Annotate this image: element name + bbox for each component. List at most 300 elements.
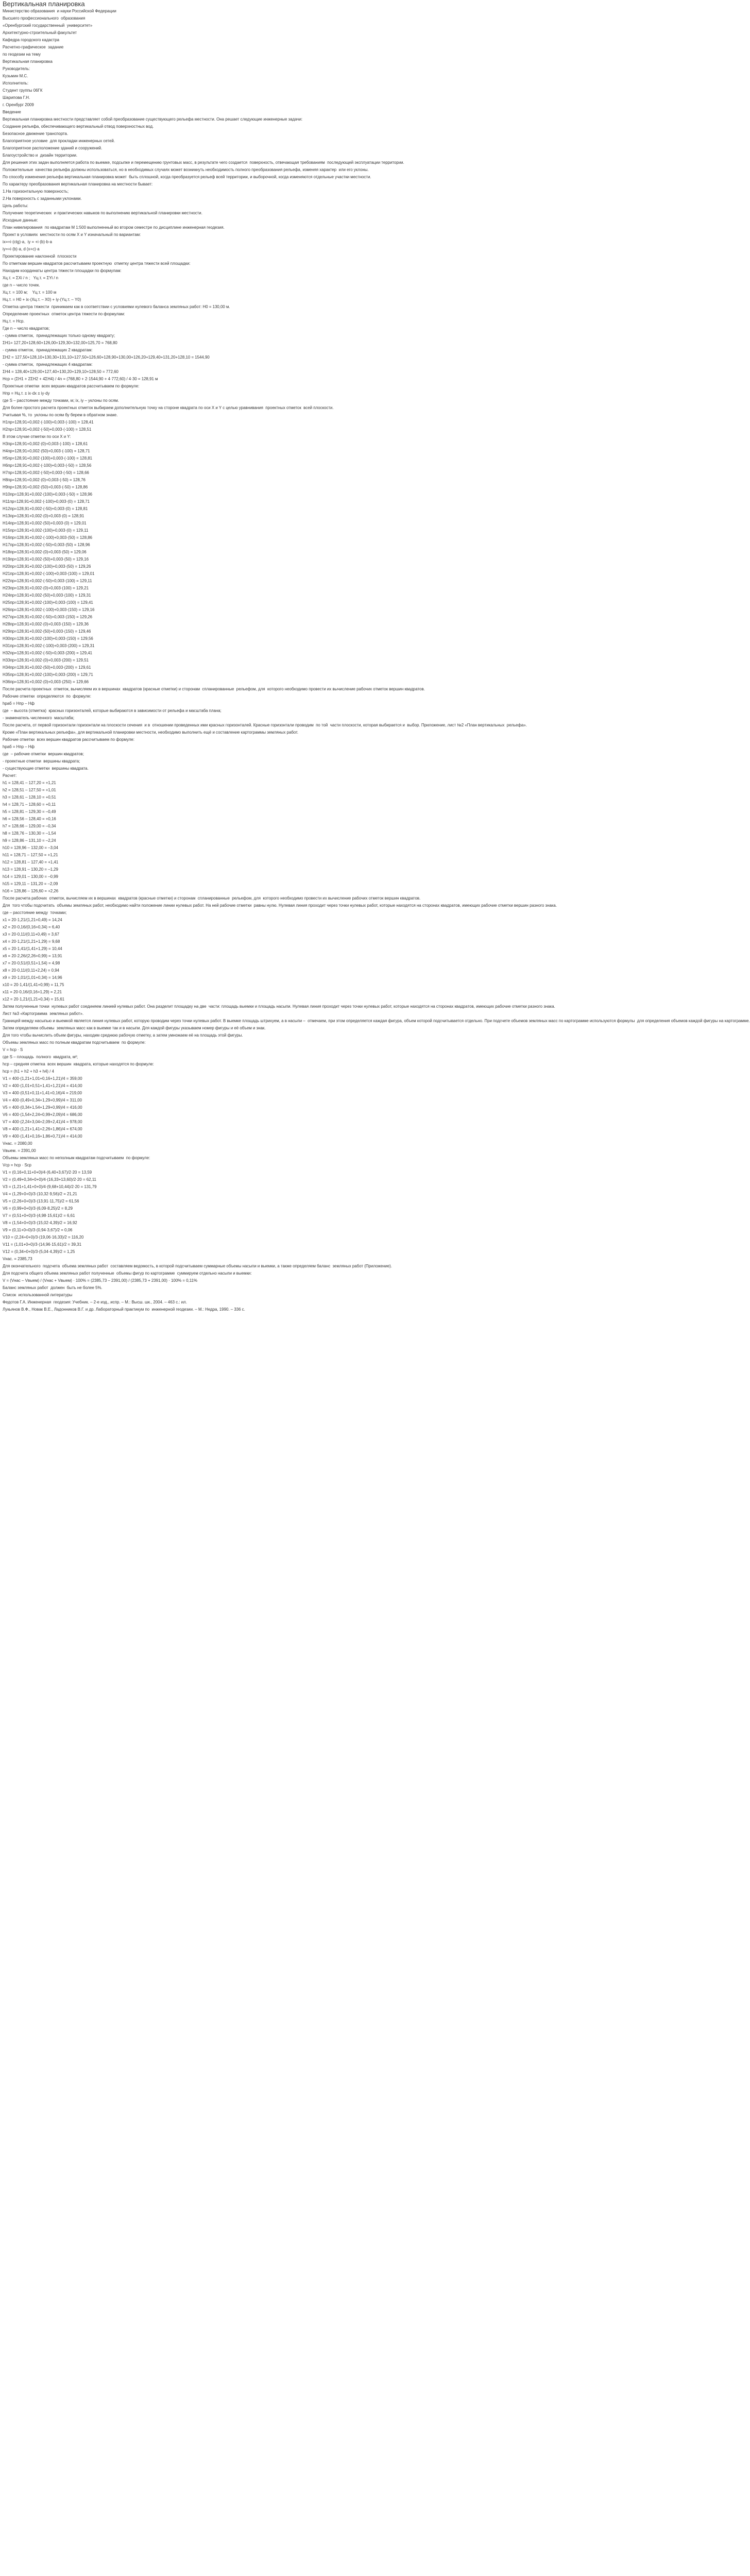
paragraph <box>3 1249 434 1254</box>
paragraph <box>3 218 434 223</box>
text-line: Н22пр=128,91+0,002·(-50)+0,003·(100) = 129,11 <box>3 579 92 583</box>
paragraph <box>3 586 434 590</box>
text-line: Отметка центра тяжести принимаем как в соответствии с условиями нулевого баланса земляных работ: Н0 = 130,00 м. <box>3 304 230 309</box>
text-line: Хц.т. = 100 м; Yц.т. = 100 м <box>3 290 57 295</box>
text-line: по геодезии на тему <box>3 52 41 57</box>
text-line: Н17пр=128,91+0,002·(-50)+0,003·(50) = 128,96 <box>3 543 90 547</box>
text-line: h8 = 128,76 – 130,30 = –1,54 <box>3 831 56 836</box>
document-title: Вертикальная планировка <box>3 0 85 8</box>
text-line: ΣH4 = 128,40+129,00+127,40+130,20+129,10+128,50 = 772,60 <box>3 369 118 374</box>
text-line: h2 = 128,51 – 127,50 = +1,01 <box>3 788 56 792</box>
paragraph <box>3 1242 434 1247</box>
text-line: Исполнитель: <box>3 81 29 86</box>
paragraph <box>3 470 434 475</box>
text-line: Vнас. = 2080,00 <box>3 1141 32 1146</box>
paragraph <box>3 521 434 526</box>
text-line: - сумма отметок, принадлежащих 4 квадратам: <box>3 362 93 367</box>
paragraph <box>3 1033 434 1038</box>
paragraph <box>3 831 434 836</box>
text-line: - существующие отметки вершины квадрата. <box>3 766 89 771</box>
paragraph <box>3 297 434 302</box>
text-line: Н27пр=128,91+0,002·(-50)+0,003·(150) = 129,26 <box>3 615 93 619</box>
text-line: x9 = 20·1,01/(1,01+0,34) = 14,96 <box>3 975 62 980</box>
paragraph <box>3 1293 434 1297</box>
paragraph <box>3 254 434 259</box>
paragraph <box>3 636 434 641</box>
paragraph <box>3 1040 434 1045</box>
paragraph <box>3 802 434 807</box>
paragraph <box>3 1141 434 1146</box>
paragraph <box>3 377 434 381</box>
paragraph <box>3 110 434 114</box>
text-line: Н7пр=128,91+0,002·(-50)+0,003·(-50) = 128,66 <box>3 470 89 475</box>
paragraph <box>3 1264 434 1268</box>
paragraph <box>3 1062 434 1066</box>
paragraph <box>3 1083 434 1088</box>
paragraph <box>3 766 434 771</box>
text-line: - проектные отметки вершины квадрата; <box>3 759 80 764</box>
paragraph <box>3 139 434 143</box>
text-line: Vнас. = 2385,73 <box>3 1257 32 1261</box>
text-line: x7 = 20·0,51/(0,51+1,54) = 4,98 <box>3 961 60 965</box>
paragraph <box>3 1228 434 1232</box>
paragraph <box>3 615 434 619</box>
paragraph <box>3 319 434 324</box>
paragraph <box>3 362 434 367</box>
text-line: Благоприятное расположение зданий и сооружений. <box>3 146 103 150</box>
text-line: Н10пр=128,91+0,002·(100)+0,003·(-50) = 128,96 <box>3 492 93 497</box>
text-line: где n – число точек. <box>3 283 40 287</box>
text-line: V6 = (0,99+0+0)/3·(6,09·8,25)/2 = 8,29 <box>3 1206 73 1211</box>
text-line: h4 = 128,71 – 128,60 = +0,11 <box>3 802 56 807</box>
text-line: V2 = (0,49+0,34+0+0)/4·(16,33+13,60)/2·20 = 62,11 <box>3 1177 96 1182</box>
paragraph <box>3 103 434 107</box>
text-line: Затем определяем объемы земляных масс как в выемке так и в насыпи. Для каждой фигуры указываем номер фигуры и её объем и знак. <box>3 1026 266 1030</box>
text-line: h12 = 128,81 – 127,40 = +1,41 <box>3 860 59 865</box>
paragraph <box>3 1199 434 1204</box>
paragraph <box>3 1011 434 1016</box>
text-line: Нц.т. = Нср. <box>3 319 25 324</box>
text-line: Н6пр=128,91+0,002·(-100)+0,003·(-50) = 128,56 <box>3 463 92 468</box>
text-line: Объемы земляных масс по неполным квадратам подсчитываем по формуле: <box>3 1156 150 1160</box>
text-line: Архитектурно-строительный факультет <box>3 30 77 35</box>
paragraph <box>3 30 434 35</box>
text-line: Н36пр=128,91+0,002·(0)+0,003·(250) = 129,66 <box>3 680 89 684</box>
text-line: Баланс земляных работ должен быть не более 5%. <box>3 1285 103 1290</box>
text-line: где S – площадь полного квадрата, м²; <box>3 1055 78 1059</box>
paragraph <box>3 283 434 287</box>
text-line: Руководитель: <box>3 66 30 71</box>
text-line: h13 = 128,91 – 130,20 = –1,29 <box>3 867 58 872</box>
text-line: После расчета проектных отметок, вычисляем их в вершинах квадратов (красные отметки) и сторонам спланированные рельефом, для которого необходимо провести их вычисление рабочих отметок вершин квадратов. <box>3 687 425 691</box>
text-line: Н33пр=128,91+0,002·(0)+0,003·(200) = 129,51 <box>3 658 89 663</box>
text-line: 2.На поверхность с заданными уклонами. <box>3 196 82 201</box>
paragraph <box>3 579 434 583</box>
paragraph <box>3 398 434 403</box>
text-line: По способу изменения рельефа вертикальная планировка может быть сплошной, когда преобразуется рельеф всей территории, и выборочной, когда изменяются отдельные участки местности. <box>3 175 371 179</box>
paragraph <box>3 658 434 663</box>
paragraph <box>3 1069 434 1074</box>
paragraph <box>3 824 434 828</box>
text-line: Н21пр=128,91+0,002·(-100)+0,003·(100) = 129,01 <box>3 571 95 576</box>
text-line: x11 = 20·0,16/(0,16+1,29) = 2,21 <box>3 990 62 994</box>
text-line: V9 = 400·(1,41+0,16+1,86+0,71)/4 = 414,00 <box>3 1134 82 1139</box>
paragraph <box>3 189 434 194</box>
paragraph <box>3 514 434 518</box>
paragraph <box>3 788 434 792</box>
text-line: Границей между насыпью и выемкой является линия нулевых работ, которую проводим через точки нулевых работ. В выемке площадь штрихуем, а в насыпи – отмечаем, при этом определяется каждая фигура, объем которой подсчитывается отдельно. При подсчете объемов земляных масс по картограмме используются формулы для определения объемов каждой фигуры на картограмме. <box>3 1019 750 1023</box>
paragraph <box>3 694 434 699</box>
paragraph <box>3 968 434 973</box>
paragraph <box>3 716 434 720</box>
text-line: Н11пр=128,91+0,002·(-100)+0,003·(0) = 128,71 <box>3 499 90 504</box>
paragraph <box>3 1076 434 1081</box>
paragraph <box>3 1134 434 1139</box>
document-body <box>3 9 750 1314</box>
text-line: Создание рельефа, обеспечивающего вертикальный отвод поверхностных вод. <box>3 124 154 129</box>
paragraph <box>3 528 434 533</box>
text-line: h16 = 128,86 – 126,60 = +2,26 <box>3 889 59 893</box>
text-line: V4 = 400·(0,49+0,34+1,29+0,99)/4 = 311,00 <box>3 1098 82 1103</box>
paragraph <box>3 672 434 677</box>
text-line: Лист №3 «Картограмма земляных работ». <box>3 1011 84 1016</box>
paragraph <box>3 492 434 497</box>
paragraph <box>3 9 434 13</box>
text-line: Шарипова Г.Н. <box>3 95 30 100</box>
paragraph <box>3 975 434 980</box>
paragraph <box>3 175 434 179</box>
paragraph <box>3 535 434 540</box>
paragraph <box>3 240 434 244</box>
paragraph <box>3 225 434 230</box>
text-line: Н9пр=128,91+0,002·(50)+0,003·(-50) = 128,86 <box>3 485 88 489</box>
text-line: h14 = 129,01 – 130,00 = –0,99 <box>3 874 58 879</box>
paragraph <box>3 939 434 944</box>
paragraph <box>3 1156 434 1160</box>
paragraph <box>3 1170 434 1175</box>
text-line: Н31пр=128,91+0,002·(-100)+0,003·(200) = 129,31 <box>3 643 95 648</box>
text-line: Находим координаты центра тяжести площадки по формулам: <box>3 268 122 273</box>
paragraph <box>3 687 434 691</box>
paragraph <box>3 434 434 439</box>
text-line: ΣH2 = 127,50+128,10+130,30+131,10+127,50+126,60+128,90+130,00+126,20+129,40+131,20+128,10 = 1544,90 <box>3 355 210 360</box>
text-line: V10 = (2,24+0+0)/3·(19,06·16,33)/2 = 116,20 <box>3 1235 84 1240</box>
text-line: Проектные отметки всех вершин квадратов рассчитываем по формуле: <box>3 384 140 388</box>
text-line: Список использованной литературы <box>3 1293 73 1297</box>
text-line: Кроме «План вертикальных рельефа», для вертикальной планировки местности, необходимо выполнить ещё и составление картограммы земляных работ. <box>3 730 299 735</box>
paragraph <box>3 795 434 800</box>
text-line: где S – расстояние между точками, м; ix, iy – уклоны по осям. <box>3 398 119 403</box>
paragraph <box>3 889 434 893</box>
paragraph <box>3 261 434 266</box>
text-line: Вертикальная планировка местности представляет собой преобразование существующего рельефа местности. Она решает следующие инженерные задачи: <box>3 117 303 122</box>
paragraph <box>3 348 434 352</box>
text-line: Объемы земляных масс по полным квадратам подсчитываем по формуле: <box>3 1040 146 1045</box>
text-line: h11 = 128,71 – 127,50 = +1,21 <box>3 853 58 857</box>
text-line: где – рабочие отметки вершин квадратов; <box>3 752 84 756</box>
text-line: iy=+i·(b)·a, d (x+c)·a <box>3 247 40 251</box>
paragraph <box>3 622 434 626</box>
paragraph <box>3 312 434 316</box>
text-line: Получение теоретических и практических навыков по выполнению вертикальной планировки местности. <box>3 211 202 215</box>
text-line: Кафедра городского кадастра <box>3 38 60 42</box>
paragraph <box>3 867 434 872</box>
text-line: Благоустройство и дизайн территории. <box>3 153 78 158</box>
paragraph <box>3 925 434 929</box>
text-line: V3 = (1,21+1,41+0+0)/4·(9,68+10,44)/2·20 = 131,79 <box>3 1184 97 1189</box>
text-line: Vср = hср · Sср <box>3 1163 31 1167</box>
paragraph <box>3 1148 434 1153</box>
text-line: V8 = (1,54+0+0)/3·(15,02·4,39)/2 = 16,92 <box>3 1221 77 1225</box>
text-line: Xц.т. = ΣXi / n ; Yц.т. = ΣYi / n <box>3 276 59 280</box>
paragraph <box>3 651 434 655</box>
paragraph <box>3 1184 434 1189</box>
text-line: h7 = 128,66 – 129,00 = –0,34 <box>3 824 56 828</box>
paragraph <box>3 860 434 865</box>
text-line: Н30пр=128,91+0,002·(100)+0,003·(150) = 129,56 <box>3 636 93 641</box>
paragraph <box>3 146 434 150</box>
text-line: V2 = 400·(1,01+0,51+1,41+1,21)/4 = 414,00 <box>3 1083 82 1088</box>
text-line: Где n – число квадратов; <box>3 326 50 331</box>
text-line: Н25пр=128,91+0,002·(100)+0,003·(100) = 129,41 <box>3 600 93 605</box>
paragraph <box>3 326 434 331</box>
paragraph <box>3 1177 434 1182</box>
paragraph <box>3 153 434 158</box>
text-line: ΣH1= 127,20+128,60+126,00+129,30+132,00+125,70 = 768,80 <box>3 341 117 345</box>
text-line: x3 = 20·0,11/(0,11+0,49) = 3,67 <box>3 932 60 937</box>
text-line: Н13пр=128,91+0,002·(0)+0,003·(0) = 128,91 <box>3 514 84 518</box>
text-line: h6 = 128,56 – 128,40 = +0,16 <box>3 817 56 821</box>
text-line: Н23пр=128,91+0,002·(0)+0,003·(100) = 129,21 <box>3 586 89 590</box>
paragraph <box>3 990 434 994</box>
paragraph <box>3 723 527 727</box>
text-line: x1 = 20·1,21/(1,21+0,49) = 14,24 <box>3 918 62 922</box>
text-line: V1 = (0,16+0,11+0+0)/4·(6,40+3,67)/2·20 = 13,59 <box>3 1170 92 1175</box>
text-line: x4 = 20·1,21/(1,21+1,29) = 9,68 <box>3 939 60 944</box>
paragraph <box>3 874 434 879</box>
text-line: Проектирование наклонной плоскости <box>3 254 77 259</box>
paragraph <box>3 1206 434 1211</box>
text-line: План нивелирования по квадратам М 1:500 выполненный во втором семестре по дисциплине инженерная геодезия. <box>3 225 225 230</box>
paragraph <box>3 557 434 562</box>
text-line: Федотов Г.А. Инженерная геодезия: Учебник. – 2-е изд., испр. – М.: Высш. шк., 2004. – 463 с.: ил. <box>3 1300 187 1304</box>
paragraph <box>3 211 434 215</box>
text-line: Положительные качества рельефа должны использоваться, но в необходимых случаях может возникнуть необходимость полного преобразования рельефа, изменяя характер или его уклоны. <box>3 167 369 172</box>
text-line: h3 = 128,61 – 128,10 = +0,51 <box>3 795 56 800</box>
paragraph <box>3 355 434 360</box>
text-line: Н8пр=128,91+0,002·(0)+0,003·(-50) = 128,76 <box>3 478 86 482</box>
text-line: Для более простого расчета проектных отметок выбираем дополнительную точку на стороне квадрата по оси X и Y с целью уравнивания проектных отметок всей плоскости. <box>3 405 334 410</box>
paragraph <box>3 1004 555 1009</box>
paragraph <box>3 882 434 886</box>
paragraph <box>3 903 557 908</box>
paragraph <box>3 1112 434 1117</box>
paragraph <box>3 420 434 425</box>
text-line: где – высота (отметка) красных горизонталей, которые выбираются в зависимости от рельефа и масштаба плана; <box>3 708 221 713</box>
paragraph <box>3 781 434 785</box>
text-line: 1.На горизонтальную поверхность; <box>3 189 69 194</box>
paragraph <box>3 117 434 122</box>
paragraph <box>3 59 434 64</box>
text-line: x6 = 20·2,26/(2,26+0,99) = 13,91 <box>3 954 62 958</box>
text-line: x5 = 20·1,41/(1,41+1,29) = 10,44 <box>3 946 62 951</box>
text-line: По характеру преобразования вертикальная планировка на местности бывает: <box>3 182 153 187</box>
text-line: Н12пр=128,91+0,002·(-50)+0,003·(0) = 128,81 <box>3 506 88 511</box>
paragraph <box>3 74 434 78</box>
paragraph <box>3 1127 434 1131</box>
paragraph <box>3 38 434 42</box>
text-line: Нср = (ΣH1 + 2ΣH2 + 4ΣH4) / 4n = (768,80 + 2·1544,90 + 4·772,60) / 4·30 = 128,91 м <box>3 377 158 381</box>
paragraph <box>3 571 434 576</box>
text-line: V5 = (2,26+0+0)/3·(13,91·11,75)/2 = 61,56 <box>3 1199 79 1204</box>
paragraph <box>3 752 434 756</box>
paragraph <box>3 918 434 922</box>
paragraph <box>3 1120 434 1124</box>
text-line: Для того чтобы подсчитать объемы земляных работ, необходимо найти положение линии нулевых работ. На ней рабочие отметки равны нулю. Нулевая линия проходит через точки нулевых работ, которые находятся на сторонах квадратов, имеющих рабочие отметки вершин разного знака. <box>3 903 557 908</box>
text-line: Для окончательного подсчета объема земляных работ составляем ведомость, в которой подсчитываем суммарные объемы насыпи и выемки, а также определяем баланс земляных работ (Приложение). <box>3 1264 392 1268</box>
text-line: Н26пр=128,91+0,002·(-100)+0,003·(150) = 129,16 <box>3 607 95 612</box>
paragraph <box>3 593 434 598</box>
text-line: h9 = 128,86 – 131,10 = –2,24 <box>3 838 56 843</box>
paragraph <box>3 341 434 345</box>
paragraph <box>3 442 434 446</box>
paragraph <box>3 946 434 951</box>
text-line: Н19пр=128,91+0,002·(50)+0,003·(50) = 129,16 <box>3 557 89 562</box>
paragraph <box>3 1300 434 1304</box>
text-line: Н18пр=128,91+0,002·(0)+0,003·(50) = 129,06 <box>3 550 87 554</box>
paragraph <box>3 413 434 417</box>
paragraph <box>3 896 434 901</box>
text-line: Введение <box>3 110 21 114</box>
text-line: Н16пр=128,91+0,002·(-100)+0,003·(50) = 128,86 <box>3 535 93 540</box>
text-line: Затем полученные точки нулевых работ соединяем линией нулевых работ. Она разделит площадку на две части: площадь выемки и площадь насыпи. Нулевая линия проходит через точки нулевых работ, которые находятся на сторонах квадратов, имеющих рабочие отметки разного знака. <box>3 1004 555 1009</box>
paragraph <box>3 1105 434 1110</box>
text-line: x12 = 20·1,21/(1,21+0,34) = 15,61 <box>3 997 64 1002</box>
text-line: hраб = Нпр – Нф <box>3 744 35 749</box>
paragraph <box>3 1098 434 1103</box>
paragraph <box>3 384 434 388</box>
paragraph <box>3 81 434 86</box>
paragraph <box>3 405 434 410</box>
text-line: После расчета, от первой горизонтали горизонтали на плоскости сечения и в отношении проведенных ими красных горизонталей. Красные горизонтали проводим по той части плоскости, которая выбирается и выбор. Приложение, лист №2 «План вертикальных рельефа». <box>3 723 527 727</box>
paragraph <box>3 52 434 57</box>
paragraph <box>3 853 434 857</box>
text-line: hср = (h1 + h2 + h3 + h4) / 4 <box>3 1069 55 1074</box>
text-line: Вертикальная планировка <box>3 59 53 64</box>
text-line: V8 = 400·(1,21+1,41+2,26+1,86)/4 = 674,00 <box>3 1127 82 1131</box>
text-line: V = hср · S <box>3 1047 23 1052</box>
paragraph <box>3 391 434 396</box>
text-line: Рабочие отметки всех вершин квадратов рассчитываем по формуле: <box>3 737 134 742</box>
text-line: Безопасное движение транспорта. <box>3 131 69 136</box>
paragraph <box>3 708 434 713</box>
paragraph <box>3 607 434 612</box>
paragraph-gap <box>3 1312 434 1314</box>
paragraph <box>3 543 434 547</box>
text-line: V = (Vнас – Vвыем) / (Vнас + Vвыем) · 100% = (2385,73 – 2391,00) / (2385,73 + 2391,00) · 100% = 0,11% <box>3 1278 197 1283</box>
text-line: Министерство образования и науки Российской Федерации <box>3 9 116 13</box>
paragraph <box>3 506 434 511</box>
text-line: Н1пр=128,91+0,002·(-100)+0,003·(-100) = 128,41 <box>3 420 94 425</box>
paragraph <box>3 982 434 987</box>
text-line: Н15пр=128,91+0,002·(100)+0,003·(0) = 129,11 <box>3 528 89 533</box>
paragraph <box>3 160 434 165</box>
text-line: Проект в условиях местности по осям X и Y изначальный по вариантам: <box>3 232 141 237</box>
paragraph <box>3 290 434 295</box>
paragraph <box>3 600 434 605</box>
text-line: Vвыем. = 2391,00 <box>3 1148 36 1153</box>
text-line: Для решения этих задач выполняется работа по выемке, подсыпке и перемещению грунтовых масс, в результате чего создается поверхность, отвечающая требованиям последующей эксплуатации территории. <box>3 160 404 165</box>
paragraph <box>3 124 434 129</box>
paragraph <box>3 1047 434 1052</box>
text-line: V3 = 400·(0,51+0,11+1,41+0,16)/4 = 219,00 <box>3 1091 82 1095</box>
text-line: Для подсчета общего объема земляных работ полученные объемы фигур по картограмме суммируем отдельно насыпи и выемки: <box>3 1271 252 1276</box>
paragraph <box>3 268 434 273</box>
text-line: Н28пр=128,91+0,002·(0)+0,003·(150) = 129,36 <box>3 622 89 626</box>
text-line: Учитывая %, то уклоны по осям бу берем в обратном знаке. <box>3 413 118 417</box>
text-line: Исходные данные: <box>3 218 38 223</box>
text-line: V12 = (0,34+0+0)/3·(5,04·4,39)/2 = 1,25 <box>3 1249 75 1254</box>
paragraph <box>3 1055 434 1059</box>
paragraph <box>3 449 434 453</box>
text-line: x2 = 20·0,16/(0,16+0,34) = 6,40 <box>3 925 60 929</box>
text-line: Н5пр=128,91+0,002·(100)+0,003·(-100) = 128,81 <box>3 456 93 461</box>
paragraph <box>3 66 434 71</box>
text-line: г. Оренбург 2009 <box>3 103 34 107</box>
paragraph <box>3 838 434 843</box>
paragraph <box>3 730 434 735</box>
text-line: После расчета рабочих отметок, вычисляем их в вершинах квадратов (красные отметки) и сторонам спланированные рельефом, для которого необходимо провести их вычисление рабочих отметок вершин квадратов. <box>3 896 421 901</box>
paragraph <box>3 304 434 309</box>
text-line: Рабочие отметки определяются по формуле: <box>3 694 91 699</box>
paragraph <box>3 773 434 778</box>
paragraph <box>3 23 434 28</box>
paragraph <box>3 167 434 172</box>
paragraph <box>3 954 434 958</box>
paragraph <box>3 485 434 489</box>
text-line: V4 = (1,29+0+0)/3·(10,32·9,56)/2 = 21,21 <box>3 1192 77 1196</box>
paragraph <box>3 759 434 764</box>
paragraph <box>3 737 434 742</box>
paragraph <box>3 701 434 706</box>
text-line: Н20пр=128,91+0,002·(100)+0,003·(50) = 129,26 <box>3 564 91 569</box>
paragraph <box>3 276 434 280</box>
text-line: Н14пр=128,91+0,002·(50)+0,003·(0) = 129,01 <box>3 521 87 526</box>
paragraph <box>3 1192 434 1196</box>
text-line: Н32пр=128,91+0,002·(-50)+0,003·(200) = 129,41 <box>3 651 93 655</box>
text-line: Высшего профессионального образования <box>3 16 86 21</box>
text-line: Кузьмин М.С. <box>3 74 28 78</box>
text-line: Расчет: <box>3 773 17 778</box>
text-line: hср – средняя отметка всех вершин квадрата, которые находятся по формуле: <box>3 1062 154 1066</box>
paragraph <box>3 131 434 136</box>
paragraph <box>3 499 434 504</box>
paragraph <box>3 1235 434 1240</box>
paragraph <box>3 643 434 648</box>
text-line: Hпр = Нц.т. ± ix·dx ± iy·dy <box>3 391 50 396</box>
paragraph <box>3 1257 434 1261</box>
paragraph <box>3 845 434 850</box>
text-line: V6 = 400·(1,54+2,24+0,99+2,09)/4 = 686,00 <box>3 1112 82 1117</box>
text-line: hраб = Hпр – Hф <box>3 701 35 706</box>
text-line: «Оренбургский государственный университет» <box>3 23 93 28</box>
text-line: h15 = 129,11 – 131,20 = –2,09 <box>3 882 58 886</box>
text-line: - сумма отметок, принадлежащих только одному квадрату; <box>3 333 115 338</box>
text-line: Нц.т. = Н0 + ix·(Хц.т. – X0) + iy·(Yц.т. – Y0) <box>3 297 81 302</box>
paragraph <box>3 247 434 251</box>
paragraph <box>3 16 434 21</box>
paragraph <box>3 196 434 201</box>
